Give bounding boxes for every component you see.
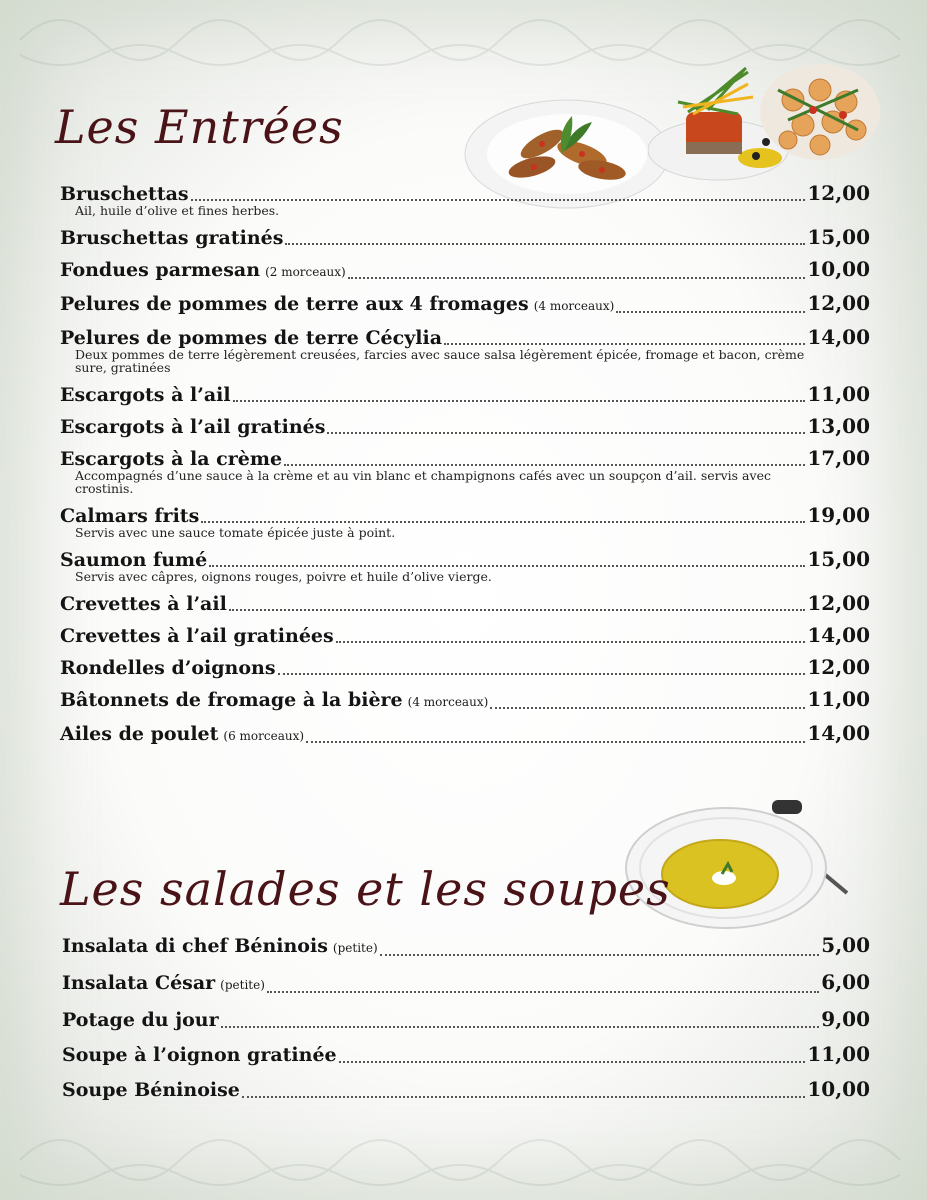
menu-item-description: Accompagnés d’une sauce à la crème et au vin blanc et champignons cafés avec un soupçon d’ail. servis avec crostinis. bbox=[75, 468, 771, 496]
menu-item-price: 11,00 bbox=[807, 382, 870, 406]
menu-item bbox=[60, 222, 870, 254]
menu-item bbox=[60, 254, 870, 288]
menu-item-price: 11,00 bbox=[807, 687, 870, 711]
menu-item-name: Soupe Béninoise bbox=[62, 1079, 240, 1101]
menu-item-price: 15,00 bbox=[807, 547, 870, 571]
menu-item-name: Potage du jour bbox=[62, 1009, 219, 1031]
menu-item bbox=[60, 322, 870, 374]
menu-item-name: Fondues parmesan bbox=[60, 259, 261, 281]
menu-item-row bbox=[60, 222, 870, 254]
dot-leader bbox=[267, 990, 819, 993]
menu-item-quantity: (4 morceaux) bbox=[533, 299, 615, 313]
menu-item-row bbox=[62, 1037, 870, 1072]
menu-item-description: Ail, huile d’olive et fines herbes. bbox=[75, 203, 280, 218]
menu-item bbox=[60, 544, 870, 583]
menu-item-name: Bruschettas bbox=[60, 183, 189, 205]
menu-item-price: 15,00 bbox=[807, 225, 870, 249]
menu-item-price: 5,00 bbox=[821, 933, 870, 957]
menu-item bbox=[62, 1002, 870, 1037]
menu-item bbox=[60, 652, 870, 684]
menu-item-quantity: (petite) bbox=[332, 941, 378, 955]
menu-item bbox=[60, 684, 870, 718]
menu-item-price: 17,00 bbox=[807, 446, 870, 470]
menu-item-name: Saumon fumé bbox=[60, 549, 208, 571]
menu-item bbox=[60, 288, 870, 322]
menu-item bbox=[60, 411, 870, 443]
dot-leader bbox=[229, 608, 806, 611]
menu-item-row bbox=[60, 652, 870, 684]
dot-leader bbox=[339, 1060, 806, 1063]
dot-leader bbox=[380, 953, 820, 956]
menu-item-name: Escargots à l’ail gratinés bbox=[60, 416, 326, 438]
dot-leader bbox=[285, 242, 805, 245]
menu-item-quantity: (4 morceaux) bbox=[407, 695, 489, 709]
dot-leader bbox=[327, 431, 805, 434]
menu-item-price: 19,00 bbox=[807, 503, 870, 527]
dot-leader bbox=[490, 706, 805, 709]
menu-item-row bbox=[60, 588, 870, 620]
menu-item-price: 14,00 bbox=[807, 623, 870, 647]
menu-item bbox=[62, 965, 870, 1002]
menu-item-name: Calmars frits bbox=[60, 505, 200, 527]
menu-item-row bbox=[62, 1072, 870, 1107]
menu-item-quantity: (petite) bbox=[220, 978, 265, 992]
menu-item-row bbox=[62, 1002, 870, 1037]
menu-item-description: Servis avec une sauce tomate épicée juste à point. bbox=[75, 525, 396, 540]
menu-item bbox=[62, 1037, 870, 1072]
menu-item-row bbox=[60, 684, 870, 718]
dot-leader bbox=[616, 310, 805, 313]
menu-item-name: Bâtonnets de fromage à la bière bbox=[60, 689, 403, 711]
menu-item-price: 10,00 bbox=[807, 257, 870, 281]
menu-item-description: Servis avec câpres, oignons rouges, poivre et huile d’olive vierge. bbox=[75, 569, 492, 584]
menu-item-price: 14,00 bbox=[807, 721, 870, 745]
menu-item bbox=[62, 928, 870, 965]
dot-leader bbox=[201, 520, 805, 523]
menu-item-row bbox=[62, 965, 870, 1002]
dot-leader bbox=[191, 198, 806, 201]
menu-item-quantity: (2 morceaux) bbox=[265, 265, 346, 279]
menu-item-price: 6,00 bbox=[821, 970, 870, 994]
menu-item bbox=[60, 379, 870, 411]
menu-item-row bbox=[60, 718, 870, 752]
menu-item-price: 13,00 bbox=[807, 414, 870, 438]
menu-item-name: Crevettes à l’ail bbox=[60, 593, 227, 615]
dot-leader bbox=[336, 640, 806, 643]
menu-item-name: Pelures de pommes de terre Cécylia bbox=[60, 327, 443, 349]
menu-item-price: 12,00 bbox=[807, 655, 870, 679]
menu-item-price: 14,00 bbox=[807, 325, 870, 349]
menu-item bbox=[62, 1072, 870, 1107]
menu-item-name: Escargots à l’ail bbox=[60, 384, 231, 406]
menu-item-name: Ailes de poulet bbox=[60, 723, 219, 745]
menu-item bbox=[60, 178, 870, 217]
menu-item-name: Bruschettas gratinés bbox=[60, 227, 284, 249]
menu-item bbox=[60, 620, 870, 652]
dot-leader bbox=[209, 564, 805, 567]
salades-list bbox=[62, 928, 870, 1107]
dot-leader bbox=[444, 342, 805, 345]
dot-leader bbox=[284, 463, 805, 466]
menu-item-price: 12,00 bbox=[807, 291, 870, 315]
menu-item-description: Deux pommes de terre légèrement creusées, farcies avec sauce salsa légèrement épicée, fromage et bacon, crème sure, gratinées bbox=[75, 347, 805, 375]
pasta-plate-photo bbox=[758, 60, 883, 165]
dot-leader bbox=[306, 740, 805, 743]
menu-item-row bbox=[60, 620, 870, 652]
menu-item-price: 12,00 bbox=[807, 181, 870, 205]
dot-leader bbox=[348, 276, 806, 279]
menu-item bbox=[60, 500, 870, 539]
menu-item-row bbox=[62, 928, 870, 965]
damask-ornament-bottom bbox=[0, 1120, 927, 1200]
menu-item-row bbox=[60, 379, 870, 411]
menu-item bbox=[60, 588, 870, 620]
menu-item-quantity: (6 morceaux) bbox=[223, 729, 305, 743]
menu-item-row bbox=[60, 288, 870, 322]
menu-item-name: Rondelles d’oignons bbox=[60, 657, 276, 679]
menu-item-name: Soupe à l’oignon gratinée bbox=[62, 1044, 337, 1066]
menu-item bbox=[60, 443, 870, 495]
dot-leader bbox=[221, 1025, 820, 1028]
menu-item-name: Escargots à la crème bbox=[60, 448, 283, 470]
menu-item-price: 9,00 bbox=[821, 1007, 870, 1031]
menu-item-name: Insalata César bbox=[62, 972, 216, 994]
dot-leader bbox=[278, 672, 806, 675]
menu-item-price: 10,00 bbox=[807, 1077, 870, 1101]
section-title-entrees: Les Entrées bbox=[55, 100, 344, 154]
dot-leader bbox=[242, 1095, 805, 1098]
menu-item bbox=[60, 718, 870, 752]
menu-item-name: Crevettes à l’ail gratinées bbox=[60, 625, 334, 647]
dot-leader bbox=[233, 399, 806, 402]
menu-item-name: Pelures de pommes de terre aux 4 fromages bbox=[60, 293, 529, 315]
menu-item-row bbox=[60, 411, 870, 443]
menu-item-price: 11,00 bbox=[807, 1042, 870, 1066]
entrees-list bbox=[60, 178, 870, 752]
menu-item-row bbox=[60, 254, 870, 288]
menu-item-price: 12,00 bbox=[807, 591, 870, 615]
menu-item-name: Insalata di chef Béninois bbox=[62, 935, 328, 957]
section-title-salades: Les salades et les soupes bbox=[60, 862, 671, 916]
